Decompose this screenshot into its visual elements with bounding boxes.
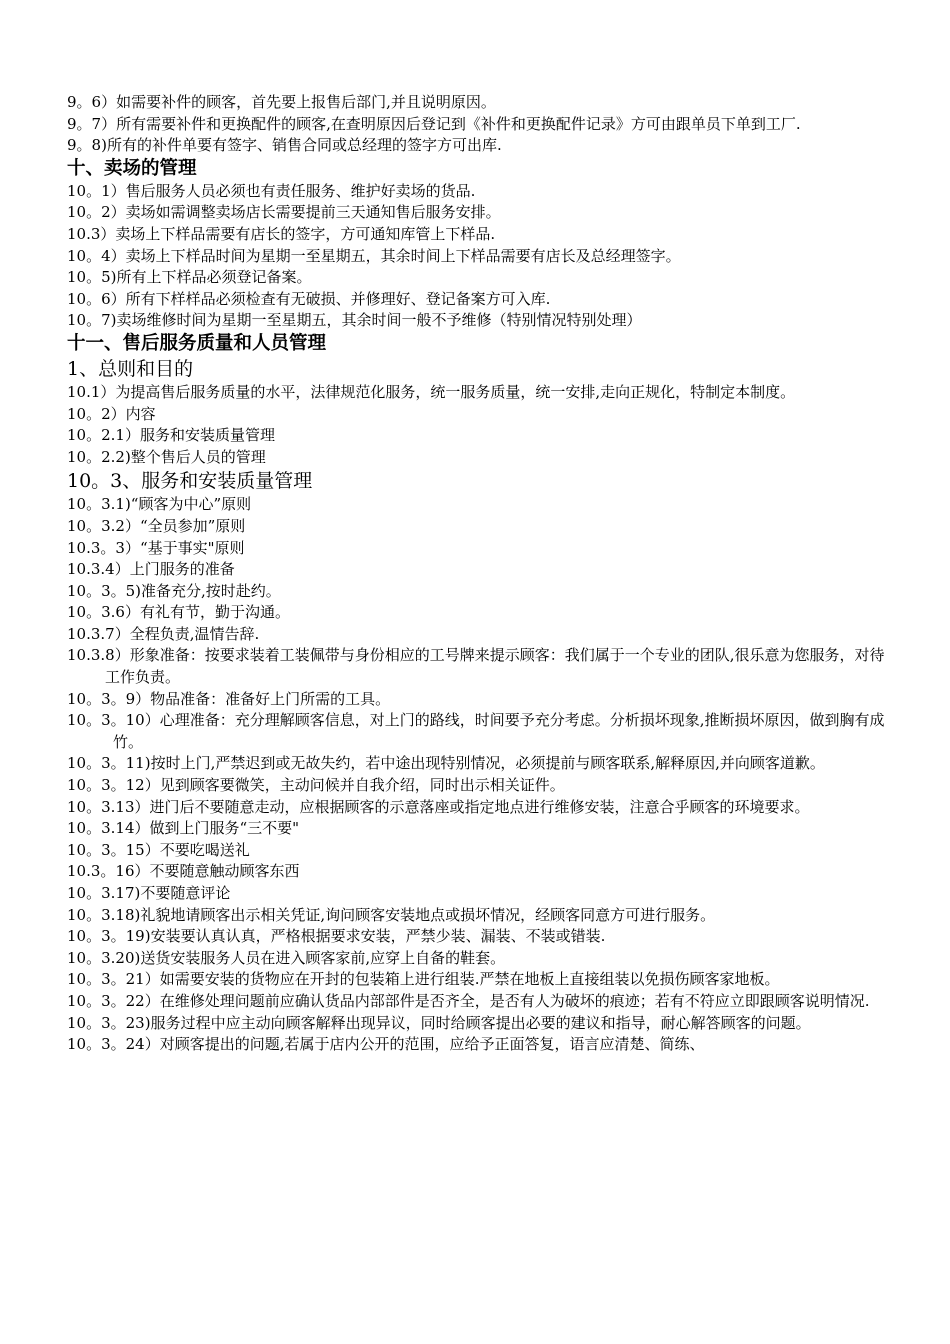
paragraph: 10。3。21）如需要安装的货物应在开封的包装箱上进行组装.严禁在地板上直接组装以免损伤顾客家地板。 [67,970,780,989]
paragraph: 10。1）售后服务人员必须也有责任服务、维护好卖场的货品. [67,181,476,200]
subsection-heading: 1、总则和目的 [67,357,194,380]
paragraph: 9。8)所有的补件单要有签字、销售合同或总经理的签字方可出库. [67,136,502,155]
paragraph: 10。2.1）服务和安装质量管理 [67,426,275,445]
paragraph: 10。3。12）见到顾客要微笑，主动问候并自我介绍，同时出示相关证件。 [67,776,565,795]
paragraph: 10.3。16）不要随意触动顾客东西 [67,862,300,881]
paragraph: 10。6）所有下样样品必须检查有无破损、并修理好、登记备案方可入库. [67,289,551,308]
paragraph: 10。3。15）不要吃喝送礼 [67,840,250,859]
paragraph: 10。5)所有上下样品必须登记备案。 [67,268,312,287]
paragraph: 10.3。3）“基于事实"原则 [67,538,245,557]
paragraph: 10.3.4）上门服务的准备 [67,560,235,579]
paragraph: 10。3.6）有礼有节，勤于沟通。 [67,603,290,622]
paragraph: 10.1）为提高售后服务质量的水平，法律规范化服务，统一服务质量，统一安排,走向正规化，特制定本制度。 [67,382,796,401]
section-heading: 十一、售后服务质量和人员管理 [67,332,327,354]
paragraph: 10。3.14）做到上门服务“三不要" [67,819,300,838]
paragraph: 10。4）卖场上下样品时间为星期一至星期五，其余时间上下样品需要有店长及总经理签字。 [67,246,681,265]
paragraph: 10。7)卖场维修时间为星期一至星期五，其余时间一般不予维修（特别情况特别处理） [67,311,642,330]
paragraph: 10。3.2）“全员参加”原则 [67,516,246,535]
paragraph: 10.3）卖场上下样品需要有店长的签字，方可通知库管上下样品. [67,224,496,243]
paragraph: 10。2.2)整个售后人员的管理 [67,447,266,466]
paragraph: 10.3.8）形象准备：按要求装着工装佩带与身份相应的工号牌来提示顾客：我们属于一个专业的团队,很乐意为您服务，对待工作负责。 [67,646,885,687]
paragraph: 10。3。10）心理准备：充分理解顾客信息，对上门的路线，时间要予充分考虑。分析损坏现象,推断损坏原因，做到胸有成竹。 [67,711,885,751]
paragraph: 9。7）所有需要补件和更换配件的顾客,在查明原因后登记到《补件和更换配件记录》方可由跟单员下单到工厂. [67,114,801,133]
paragraph: 10。2）内容 [67,404,156,423]
paragraph: 10。3.1)“顾客为中心”原则 [67,495,252,514]
paragraph: 10.3.7）全程负责,温情告辞. [67,624,260,643]
subsection-heading: 10。3、服务和安装质量管理 [67,470,313,493]
paragraph: 10。3.18)礼貌地请顾客出示相关凭证,询问顾客安装地点或损坏情况，经顾客同意方可进行服务。 [67,905,716,924]
paragraph: 9。6）如需要补件的顾客，首先要上报售后部门,并且说明原因。 [67,93,496,111]
paragraph: 10。3。9）物品准备：准备好上门所需的工具。 [67,689,391,708]
section-heading: 十、卖场的管理 [67,157,197,179]
paragraph: 10。3.17)不要随意评论 [67,884,231,902]
paragraph: 10。3。22）在维修处理问题前应确认货品内部部件是否齐全，是否有人为破坏的痕迹；若有不符应立即跟顾客说明情况. [67,991,870,1010]
paragraph: 10。3。11)按时上门,严禁迟到或无故失约，若中途出现特别情况，必须提前与顾客联系,解释原因,并向顾客道歉。 [67,754,825,773]
paragraph: 10。3。23)服务过程中应主动向顾客解释出现异议，同时给顾客提出必要的建议和指导，耐心解答顾客的问题。 [67,1013,811,1032]
paragraph: 10。3.13）进门后不要随意走动，应根据顾客的示意落座或指定地点进行维修安装，注意合乎顾客的环境要求。 [67,797,810,816]
paragraph: 10。3.20)送货安装服务人员在进入顾客家前,应穿上自备的鞋套。 [67,948,506,967]
paragraph: 10。3。5)准备充分,按时赴约。 [67,581,281,600]
paragraph: 10。3。24）对顾客提出的问题,若属于店内公开的范围，应给予正面答复，语言应清楚、简练、 [67,1035,705,1054]
paragraph: 10。2）卖场如需调整卖场店长需要提前三天通知售后服务安排。 [67,203,501,222]
paragraph: 10。3。19)安装要认真认真，严格根据要求安装，严禁少装、漏装、不装或错装. [67,927,606,946]
